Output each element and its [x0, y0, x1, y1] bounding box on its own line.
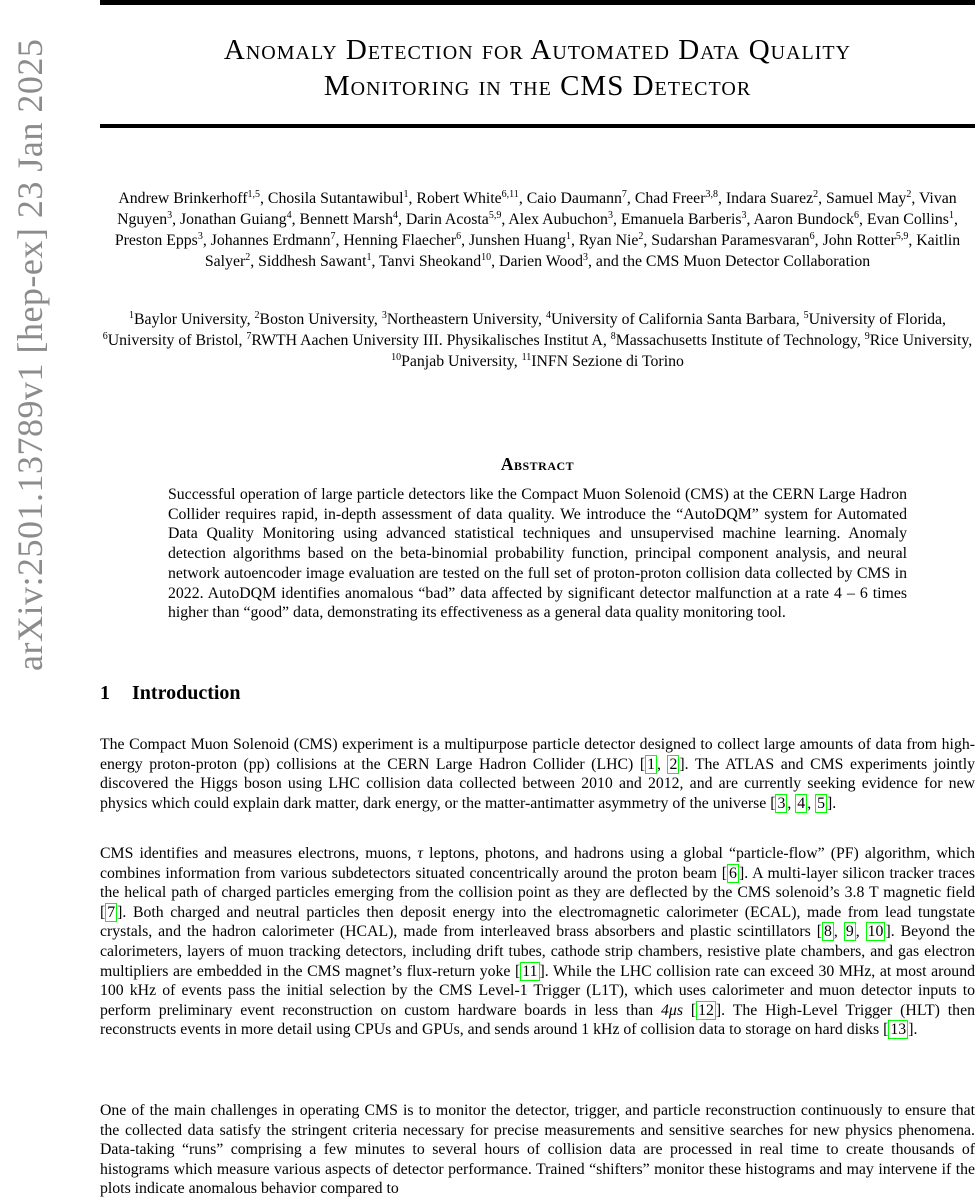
- abstract-body: Successful operation of large particle detectors like the Compact Muon Solenoid (CMS) at the CERN Large Hadron Collider requires rapid, in-depth assessment of data quality. We introduce the “AutoDQM” system for Automated Data Quality Monitoring using advanced statistical techniques and unsupervised machine learning. Anomaly detection algorithms based on the beta-binomial probability function, principal component analysis, and neural network autoencoder image evaluation are tested on the full set of proton-proton collision data collected by CMS in 2022. AutoDQM identifies anomalous “bad” data affected by significant detector malfunction at a rate 4 – 6 times higher than “good” data, demonstrating its effectiveness as a general data quality monitoring tool.: [168, 486, 907, 622]
- author-affiliation-marker: 2: [813, 189, 819, 200]
- intro-paragraph-2: CMS identifies and measures electrons, muons, τ leptons, photons, and hadrons using a global “particle-flow” (PF) algorithm, which combines information from various subdetectors situated concentrically around the proton beam [ 6 ]. A multi-layer silicon tracker traces the helical path of charged particles emerging from the collision point as they are deflected by the CMS solenoid’s 3.8 T magnetic field [ 7 ]. Both charged and neutral particles then deposit energy into the electromagnetic calorimeter (ECAL), made from lead tungstate crystals, and the hadron calorimeter (HCAL), made from interleaved brass absorbers and plastic scintillators [ 8 , 9 , 10 ]. Beyond the calorimeters, layers of muon tracking detectors, including drift tubes, cathode strip chambers, resistive plate chambers, and gas electron multipliers are embedded in the CMS magnet’s flux-return yoke [ 11 ]. While the LHC collision rate can exceed 30 MHz, at most around 100 kHz of events pass the initial selection by the CMS Level-1 Trigger (L1T), which uses calorimeter and muon detector inputs to perform preliminary event reconstruction on custom hardware boards in less than 4μs [ 12 ]. The High-Level Trigger (HLT) then reconstructs events in more detail using CPUs and GPUs, and sends around 1 kHz of collision data to storage on hard disks [ 13 ].: [100, 845, 975, 1039]
- affiliation-number: 3: [381, 310, 387, 321]
- author-name: Evan Collins$^1$: [866, 210, 954, 228]
- citation-link[interactable]: 7: [107, 903, 116, 921]
- author-name: Emanuela Barberis$^3$: [620, 210, 747, 228]
- affiliation-name: University of Bristol: [107, 332, 239, 349]
- intro-paragraph-1: The Compact Muon Solenoid (CMS) experiment is a multipurpose particle detector designed to collect large amounts of data from high-energy proton-proton (pp) collisions at the CERN Large Hadron Collider (LHC) [ 1 , 2 ]. The ATLAS and CMS experiments jointly discovered the Higgs boson using LHC collision data collected between 2010 and 2012, and are currently seeking evidence for new physics which could explain dark matter, dark energy, or the matter-antimatter asymmetry of the universe [ 3 , 4 , 5 ].: [100, 736, 975, 812]
- abstract-heading: Abstract: [500, 454, 575, 474]
- affiliation-name: Boston University: [259, 311, 374, 328]
- author-list: Andrew Brinkerhoff$^{1,5}$, Chosila Sutantawibul$^1$, Robert White$^{6,11}$, Caio Daumann$^7$, Chad Freer$^{3,8}$, Indara Suarez$^2$, Samuel May$^2$, Vivan Nguyen$^3$, Jonathan Guiang$^4$, Bennett Marsh$^4$, Darin Acosta$^{5,9}$, Alex Aubuchon$^3$, Emanuela Barberis$^3$, Aaron Bundock$^6$, Evan Collins$^1$, Preston Epps$^3$, Johannes Erdmann$^7$, Henning Flaecher$^6$, Junshen Huang$^1$, Ryan Nie$^2$, Sudarshan Paramesvaran$^6$, John Rotter$^{5,9}$, Kaitlin Salyer$^2$, Siddhesh Sawant$^1$, Tanvi Sheokand$^{10}$, Darien Wood$^3$, and the CMS Muon Detector Collaboration: [114, 189, 961, 270]
- math-symbol: τ: [417, 845, 424, 862]
- affiliation-number: 8: [610, 331, 616, 342]
- section-title: Introduction: [132, 682, 241, 704]
- author-name: Sudarshan Paramesvaran$^6$: [651, 231, 815, 249]
- affiliation-number: 11: [521, 352, 532, 363]
- author-name: Robert White$^{6,11}$: [416, 189, 519, 207]
- author-name: Preston Epps$^3$: [114, 231, 203, 249]
- author-name: Aaron Bundock$^6$: [753, 210, 859, 228]
- author-affiliation-marker: 3: [167, 210, 173, 221]
- author-affiliation-marker: 3: [197, 231, 203, 242]
- arxiv-identifier-stamp: arXiv:2501.13789v1 [hep-ex] 23 Jan 2025: [10, 38, 50, 671]
- collaboration-name: , and the CMS Muon Detector Collaboration: [588, 253, 871, 270]
- author-name: Henning Flaecher$^6$: [343, 231, 462, 249]
- affiliation-name: Panjab University: [401, 353, 514, 370]
- author-affiliation-marker: 6,11: [501, 189, 519, 200]
- author-affiliation-marker: 2: [906, 189, 912, 200]
- author-affiliation-marker: 1: [366, 252, 372, 263]
- affiliation-number: 4: [545, 310, 551, 321]
- affiliation-number: 2: [254, 310, 260, 321]
- citation-link[interactable]: 10: [867, 923, 884, 941]
- affiliation-name: Baylor University: [134, 311, 247, 328]
- author-name: John Rotter$^{5,9}$: [822, 231, 909, 249]
- citation-link[interactable]: 3: [777, 794, 786, 812]
- affiliation-number: 1: [129, 310, 135, 321]
- author-name: Alex Aubuchon$^3$: [508, 210, 613, 228]
- author-affiliation-marker: 6: [456, 231, 462, 242]
- affiliation-number: 10: [391, 352, 402, 363]
- author-affiliation-marker: 2: [638, 231, 644, 242]
- author-name: Siddhesh Sawant$^1$: [258, 252, 372, 270]
- affiliation-number: 6: [102, 331, 108, 342]
- author-affiliation-marker: 3: [607, 210, 613, 221]
- author-affiliation-marker: 3,8: [705, 189, 718, 200]
- citation-link[interactable]: 13: [890, 1021, 907, 1039]
- author-affiliation-marker: 5,9: [488, 210, 502, 221]
- math-symbol: 4μs: [661, 1001, 683, 1019]
- citation-link[interactable]: 5: [817, 794, 825, 812]
- author-name: Andrew Brinkerhoff$^{1,5}$: [118, 189, 260, 207]
- title-top-rule: [100, 0, 975, 5]
- author-affiliation-marker: 7: [330, 231, 336, 242]
- author-name: Chosila Sutantawibul$^1$: [267, 189, 409, 207]
- intro-paragraph-3: One of the main challenges in operating CMS is to monitor the detector, trigger, and particle reconstruction continuously to ensure that the collected data satisfy the stringent criteria necessary for precise measurements and sensitive searches for new physics phenomena. Data-taking “runs” comprising a few minutes to several hours of collision data are processed in real time to create thousands of histograms which measure various aspects of detector performance. Trained “shifters” monitor these histograms and may intervene if the plots indicate anomalous behavior compared to: [100, 1102, 975, 1198]
- citation-link[interactable]: 1: [647, 755, 655, 773]
- author-name: Kaitlin Salyer$^2$: [204, 232, 961, 270]
- affiliation-name: INFN Sezione di Torino: [531, 353, 684, 370]
- author-name: Bennett Marsh$^4$: [299, 210, 398, 228]
- author-affiliation-marker: 6: [809, 231, 815, 242]
- affiliation-name: University of California Santa Barbara: [550, 311, 796, 328]
- author-name: Darin Acosta$^{5,9}$: [405, 210, 502, 228]
- author-affiliation-marker: 1: [566, 231, 571, 242]
- author-name: Vivan Nguyen$^3$: [117, 190, 957, 228]
- author-name: Johannes Erdmann$^7$: [210, 231, 336, 249]
- author-affiliation-marker: 1,5: [247, 189, 260, 200]
- affiliation-name: Northeastern University: [386, 311, 539, 328]
- citation-link[interactable]: 11: [522, 962, 538, 980]
- author-name: Junshen Huang$^1$: [469, 231, 571, 249]
- affiliation-number: 7: [246, 331, 252, 342]
- citation-link[interactable]: 12: [698, 1001, 714, 1019]
- affiliation-name: RWTH Aachen University III. Physikalisches Institut A: [251, 332, 603, 349]
- affiliation-name: Rice University: [869, 332, 969, 349]
- affiliation-list: $^1$Baylor University, $^2$Boston University, $^3$Northeastern University, $^4$University of California Santa Barbara, $^5$University of Florida, $^6$University of Bristol, $^7$RWTH Aachen University III. Physikalisches Institut A, $^8$Massachusetts Institute of Technology, $^9$Rice University, $^{10}$Panjab University, $^{11}$INFN Sezione di Torino: [102, 310, 973, 370]
- author-name: Samuel May$^2$: [826, 189, 912, 207]
- citation-link[interactable]: 8: [824, 923, 832, 941]
- author-name: Jonathan Guiang$^4$: [180, 210, 292, 228]
- affiliation-name: Massachusetts Institute of Technology: [615, 332, 857, 349]
- citation-link[interactable]: 6: [729, 864, 737, 882]
- author-affiliation-marker: 3: [583, 252, 589, 263]
- paper-title: [100, 32, 975, 104]
- affiliation-number: 9: [864, 331, 870, 342]
- title-line-1: Anomaly Detection for Automated Data Quality: [223, 34, 852, 66]
- author-affiliation-marker: 10: [481, 252, 492, 263]
- author-affiliation-marker: 1: [403, 189, 409, 200]
- section-number: 1: [100, 682, 110, 704]
- author-affiliation-marker: 5,9: [895, 231, 909, 242]
- author-affiliation-marker: 4: [392, 210, 398, 221]
- author-affiliation-marker: 6: [853, 210, 859, 221]
- affiliation-name: University of Florida: [808, 311, 943, 328]
- author-name: Chad Freer$^{3,8}$: [634, 189, 718, 207]
- affiliation-number: 5: [803, 310, 809, 321]
- author-name: Caio Daumann$^7$: [526, 189, 627, 207]
- author-name: Tanvi Sheokand$^{10}$: [379, 252, 492, 270]
- author-name: Indara Suarez$^2$: [725, 189, 819, 207]
- section-heading-introduction: [100, 682, 241, 705]
- citation-link[interactable]: 4: [797, 794, 806, 812]
- author-affiliation-marker: 7: [621, 189, 627, 200]
- author-affiliation-marker: 4: [286, 210, 292, 221]
- author-affiliation-marker: 2: [245, 252, 251, 263]
- author-affiliation-marker: 3: [741, 210, 747, 221]
- title-line-2: Monitoring in the CMS Detector: [323, 70, 752, 102]
- author-affiliation-marker: 1: [948, 210, 954, 221]
- author-name: Ryan Nie$^2$: [578, 231, 644, 249]
- author-name: Darien Wood$^3$: [499, 252, 589, 270]
- title-bottom-rule: [100, 124, 975, 128]
- citation-link[interactable]: 9: [845, 923, 854, 941]
- citation-link[interactable]: 2: [669, 755, 678, 773]
